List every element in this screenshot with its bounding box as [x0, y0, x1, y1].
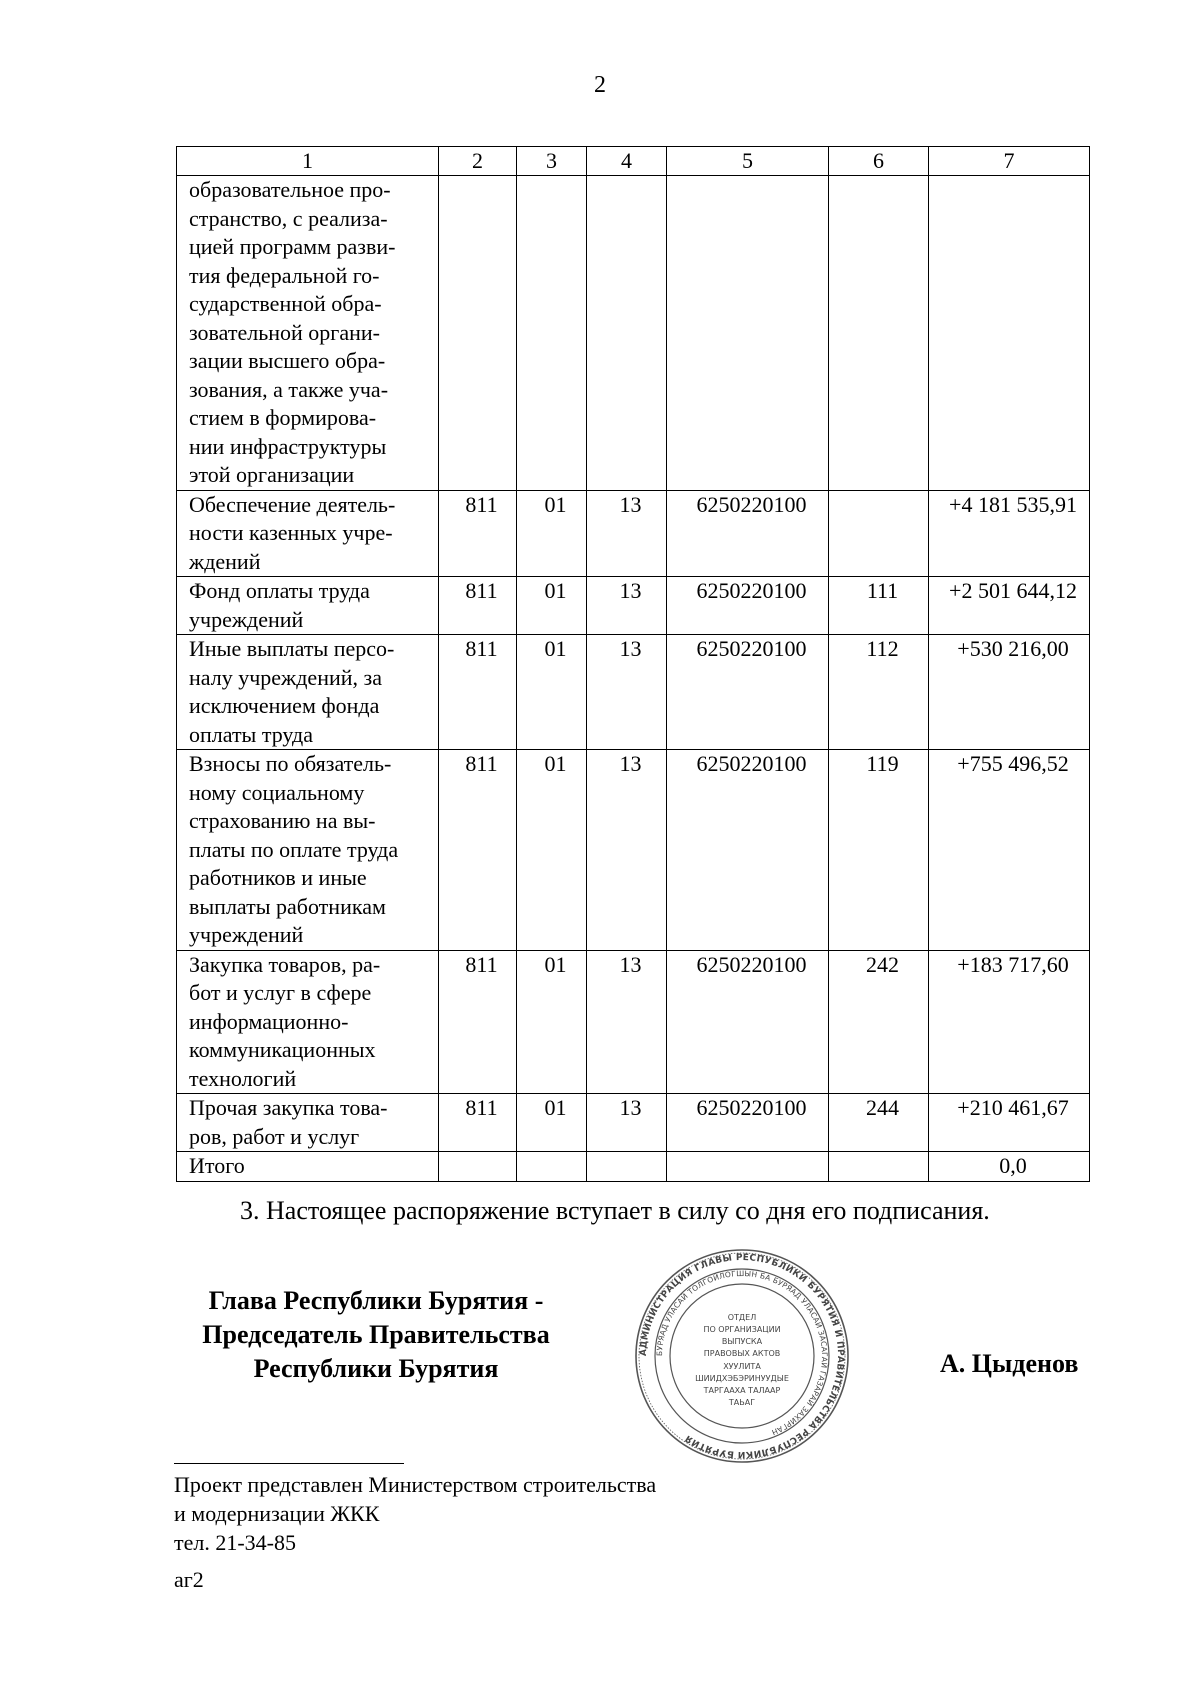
row-description: Закупка товаров, ра- бот и услуг в сфере информационно- коммуникационных технологий: [177, 950, 439, 1094]
table-cell: 119: [829, 750, 929, 951]
table-header-row: [177, 147, 1090, 176]
seal-center-line: ТАРГААХА ТАЛААР: [703, 1386, 781, 1395]
table-row: [177, 1152, 1090, 1182]
table-cell: 811: [439, 950, 517, 1094]
seal-center-line: ОТДЕЛ: [727, 1313, 757, 1322]
table-cell: 6250220100: [667, 635, 829, 750]
table-row: [177, 176, 1090, 491]
table-cell: 01: [517, 950, 587, 1094]
table-cell: 6250220100: [667, 490, 829, 577]
seal-inner-text: БУРЯАД УЛАСАЙ ТОЛГОЙЛОГШЫН БА БУРЯАД УЛАСАЙ ЗАСАГАЙ ГАЗАРАЙ ЗАХИРГАН: [654, 1268, 830, 1438]
footnote-line: тел. 21-34-85: [174, 1530, 297, 1555]
budget-table: [176, 146, 1090, 1182]
table-cell: 811: [439, 750, 517, 951]
table-cell: [667, 1152, 829, 1182]
table-row: [177, 490, 1090, 577]
page-number: 2: [594, 72, 606, 98]
signatory-title: [166, 1284, 586, 1386]
table-row: [177, 1094, 1090, 1152]
row-amount: +2 501 644,12: [929, 577, 1090, 635]
table-cell: 6250220100: [667, 1094, 829, 1152]
table-cell: 242: [829, 950, 929, 1094]
table-cell: 01: [517, 490, 587, 577]
row-amount: +4 181 535,91: [929, 490, 1090, 577]
table-cell: 6250220100: [667, 950, 829, 1094]
column-header: 4: [587, 147, 667, 176]
column-header: 1: [177, 147, 439, 176]
row-amount: +183 717,60: [929, 950, 1090, 1094]
table-cell: 6250220100: [667, 577, 829, 635]
column-header: 7: [929, 147, 1090, 176]
row-amount: 0,0: [929, 1152, 1090, 1182]
column-header: 2: [439, 147, 517, 176]
table-row: [177, 750, 1090, 951]
row-amount: [929, 176, 1090, 491]
footnote-divider: [174, 1463, 404, 1464]
table-body: [177, 176, 1090, 1182]
table-cell: 13: [587, 950, 667, 1094]
document-code: аг2: [174, 1567, 204, 1592]
signatory-title-line: Председатель Правительства: [202, 1320, 550, 1349]
row-amount: +210 461,67: [929, 1094, 1090, 1152]
column-header: 5: [667, 147, 829, 176]
table-cell: 112: [829, 635, 929, 750]
table-cell: [517, 176, 587, 491]
table-cell: 13: [587, 577, 667, 635]
row-amount: +755 496,52: [929, 750, 1090, 951]
signatory-title-line: Глава Республики Бурятия -: [208, 1286, 544, 1315]
table-cell: 811: [439, 490, 517, 577]
table-cell: 6250220100: [667, 750, 829, 951]
footnote: [174, 1470, 656, 1557]
table-cell: [439, 176, 517, 491]
footnote-line: и модернизации ЖКК: [174, 1501, 380, 1526]
table-cell: 01: [517, 1094, 587, 1152]
effective-date-clause: 3. Настоящее распоряжение вступает в силу со дня его подписания.: [240, 1196, 990, 1225]
signatory-title-line: Республики Бурятия: [253, 1354, 499, 1383]
footnote-line: Проект представлен Министерством строительства: [174, 1472, 657, 1497]
row-amount: +530 216,00: [929, 635, 1090, 750]
row-description: Итого: [177, 1152, 439, 1182]
seal-center-line: ПРАВОВЫХ АКТОВ: [703, 1349, 781, 1358]
seal-center-line: ВЫПУСКА: [721, 1337, 763, 1346]
row-description: Фонд оплаты труда учреждений: [177, 577, 439, 635]
seal-center-line: ХУУЛИТА: [723, 1362, 761, 1371]
table-cell: 811: [439, 577, 517, 635]
table-cell: 13: [587, 635, 667, 750]
table-cell: [517, 1152, 587, 1182]
seal-center-line: ПО ОРГАНИЗАЦИИ: [703, 1325, 781, 1334]
table-cell: [587, 176, 667, 491]
table-cell: 111: [829, 577, 929, 635]
table-cell: [829, 490, 929, 577]
table-row: [177, 577, 1090, 635]
table-cell: [829, 176, 929, 491]
table-cell: 811: [439, 1094, 517, 1152]
table-cell: 01: [517, 577, 587, 635]
column-header: 6: [829, 147, 929, 176]
seal-outer-text: АДМИНИСТРАЦИЯ ГЛАВЫ РЕСПУБЛИКИ БУРЯТИЯ И ПРАВИТЕЛЬСТВА РЕСПУБЛИКИ БУРЯТИЯ: [638, 1252, 846, 1460]
table-cell: 244: [829, 1094, 929, 1152]
table-cell: [587, 1152, 667, 1182]
table-cell: [829, 1152, 929, 1182]
row-description: Обеспечение деятель- ности казенных учре- ждений: [177, 490, 439, 577]
table-cell: 13: [587, 750, 667, 951]
table-row: [177, 950, 1090, 1094]
table-cell: [667, 176, 829, 491]
row-description: Взносы по обязатель- ному социальному страхованию на вы- платы по оплате труда работников и иные выплаты работникам учреждений: [177, 750, 439, 951]
seal-center-line: ШИИДХЭБЭРИНУУДЫЕ: [695, 1374, 789, 1383]
row-description: Прочая закупка това- ров, работ и услуг: [177, 1094, 439, 1152]
table-cell: 811: [439, 635, 517, 750]
table-cell: 13: [587, 490, 667, 577]
row-description: образовательное про- странство, с реализа- цией программ разви- тия федеральной го- сударственной обра- зовательной органи- зации высшего обра- зования, а также уча- стием в формирова- нии инфраструктуры этой организации: [177, 176, 439, 491]
table-cell: [439, 1152, 517, 1182]
table-cell: 01: [517, 750, 587, 951]
signatory-name: А. Цыденов: [940, 1349, 1079, 1378]
seal-center-line: ТАЬАГ: [728, 1398, 756, 1407]
row-description: Иные выплаты персо- налу учреждений, за исключением фонда оплаты труда: [177, 635, 439, 750]
table-row: [177, 635, 1090, 750]
table-cell: 01: [517, 635, 587, 750]
official-seal: [634, 1248, 850, 1464]
table-cell: 13: [587, 1094, 667, 1152]
column-header: 3: [517, 147, 587, 176]
